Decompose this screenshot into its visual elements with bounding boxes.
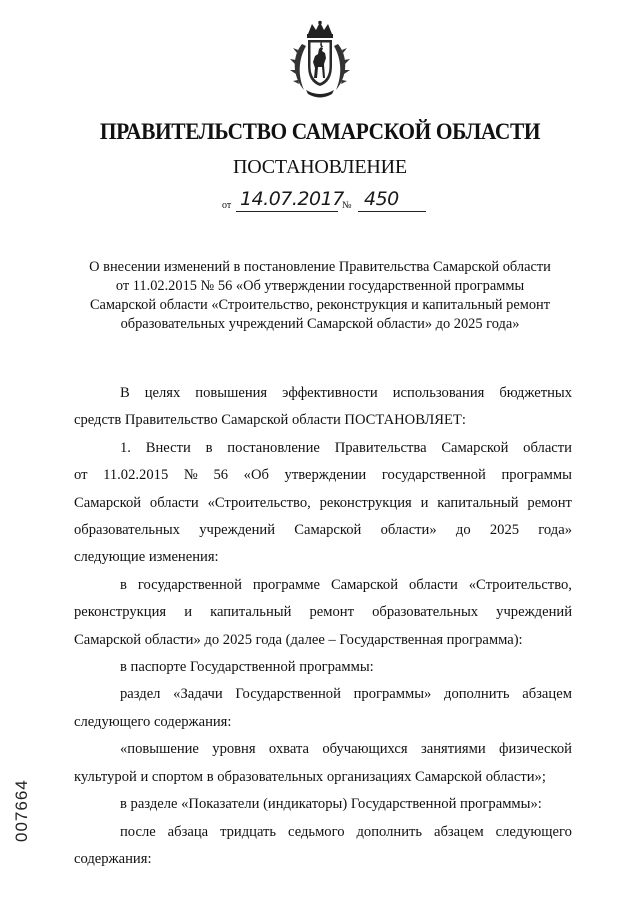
body-line [74, 681, 572, 708]
body-line [74, 462, 572, 489]
body-word: «повышение [120, 741, 199, 758]
body-word: Самарской [74, 494, 142, 511]
body-word: ремонт [309, 604, 354, 621]
body-word: физической [499, 741, 572, 758]
number-label: № [342, 200, 352, 211]
body-word: Самарской [330, 576, 399, 593]
body-word: Самарской [441, 439, 509, 456]
body-word: «Строительство, [468, 576, 572, 593]
body-word: 2025 [489, 522, 520, 539]
body-word: утверждении [284, 467, 367, 484]
body-word: повышения [195, 385, 268, 401]
body-line [74, 435, 572, 462]
body-word: в паспорте Государственной программы: [120, 659, 374, 676]
body-line [74, 380, 572, 407]
body-word: содержания: [74, 850, 152, 867]
document-type: ПОСТАНОВЛЕНИЕ [233, 156, 407, 178]
body-word: абзаца [167, 823, 209, 840]
body-word: тридцать [220, 823, 277, 840]
body-word: области [523, 439, 572, 456]
body-word: обучающихся [322, 741, 408, 758]
body-word: дополнить [444, 686, 510, 703]
body-word: до [455, 522, 471, 539]
date-underline [236, 211, 338, 212]
body-line [74, 819, 572, 846]
body-word: следующего содержания: [74, 713, 232, 730]
body-word: и [184, 604, 192, 621]
body-word: культурой и спортом в образовательных организациях Самарской области»; [74, 768, 546, 785]
subject-line: Самарской области «Строительство, реконструкция и капитальный ремонт [89, 297, 551, 313]
body-word: и [420, 494, 429, 511]
body-word: государственной [381, 467, 486, 484]
date-number-line [218, 188, 438, 214]
document-body [74, 380, 572, 873]
body-word: капитальный [437, 494, 519, 511]
body-word: государственной [137, 576, 242, 593]
body-line [74, 736, 572, 763]
body-word: в разделе «Показатели (индикаторы) Государственной программы»: [120, 796, 542, 813]
body-word: № [183, 467, 198, 484]
coat-of-arms-icon [288, 20, 352, 102]
body-line [74, 627, 572, 654]
body-word: капитальный [210, 604, 292, 621]
body-word: Самарской области» до 2025 года (далее – Государственная программа): [74, 631, 523, 648]
body-line [74, 572, 572, 599]
body-line [74, 764, 572, 791]
body-line [74, 846, 572, 873]
body-word: абзацем [434, 823, 484, 840]
body-word: раздел [120, 686, 161, 703]
body-word: учреждений [496, 604, 572, 621]
body-line [74, 517, 572, 544]
body-line [74, 490, 572, 517]
body-word: 56 [213, 467, 229, 484]
date-label: от [222, 200, 232, 211]
body-word: 11.02.2015 [103, 467, 169, 484]
body-word: абзацем [522, 686, 572, 703]
document-subject [60, 258, 580, 334]
body-word: В [120, 385, 130, 401]
body-word: программе [252, 576, 320, 593]
body-word: области [149, 494, 199, 511]
body-line [74, 709, 572, 736]
body-word: уровня [212, 741, 256, 758]
body-word: Государственной [235, 686, 341, 703]
body-word: «Задачи [173, 686, 223, 703]
number-underline [358, 211, 426, 212]
body-word: области» [380, 522, 437, 539]
body-word: «Строительство, [207, 494, 311, 511]
body-word: реконструкция [319, 494, 412, 511]
body-word: целях [144, 385, 181, 401]
body-word: дополнить [356, 823, 423, 840]
body-line [74, 407, 572, 434]
body-word: охвата [268, 741, 309, 758]
body-word: Самарской [294, 522, 362, 539]
body-word: занятиями [420, 741, 486, 758]
body-word: Правительства [334, 439, 427, 456]
body-word: реконструкция [74, 604, 167, 621]
subject-line: образовательных учреждений Самарской области» до 2025 года» [120, 316, 520, 332]
body-word: седьмого [288, 823, 345, 840]
subject-line: О внесении изменений в постановление Правительства Самарской области [89, 259, 551, 275]
body-word: следующие изменения: [74, 549, 219, 566]
body-word: образовательных [74, 522, 180, 539]
body-word: «Об [243, 467, 269, 484]
body-line [74, 654, 572, 681]
body-line [74, 544, 572, 571]
body-word: следующего [495, 823, 572, 840]
body-word: учреждений [199, 522, 276, 539]
handwritten-number: 450 [364, 188, 399, 210]
body-word: после [120, 823, 156, 840]
body-word: программы» [353, 686, 432, 703]
body-line [74, 599, 572, 626]
body-word: использования [392, 385, 485, 401]
body-word: бюджетных [499, 385, 572, 401]
handwritten-date: 14.07.2017 [240, 188, 344, 210]
body-word: Внести [145, 439, 191, 456]
body-word: в [205, 439, 213, 456]
body-word: области [408, 576, 458, 593]
body-word: средств Правительство Самарской области ПОСТАНОВЛЯЕТ: [74, 412, 466, 429]
side-serial-number: 007664 [12, 779, 31, 842]
body-word: от [74, 467, 88, 484]
body-word: ремонт [527, 494, 572, 511]
body-word: программы [501, 467, 572, 484]
body-word: 1. [120, 439, 131, 456]
body-word: эффективности [282, 385, 378, 401]
body-word: в [120, 576, 127, 593]
body-word: образовательных [372, 604, 479, 621]
body-word: года» [538, 522, 572, 539]
subject-line: от 11.02.2015 № 56 «Об утверждении государственной программы [115, 278, 525, 294]
organization-title: ПРАВИТЕЛЬСТВО САМАРСКОЙ ОБЛАСТИ [99, 119, 541, 144]
body-word: постановление [227, 439, 320, 456]
body-line [74, 791, 572, 818]
